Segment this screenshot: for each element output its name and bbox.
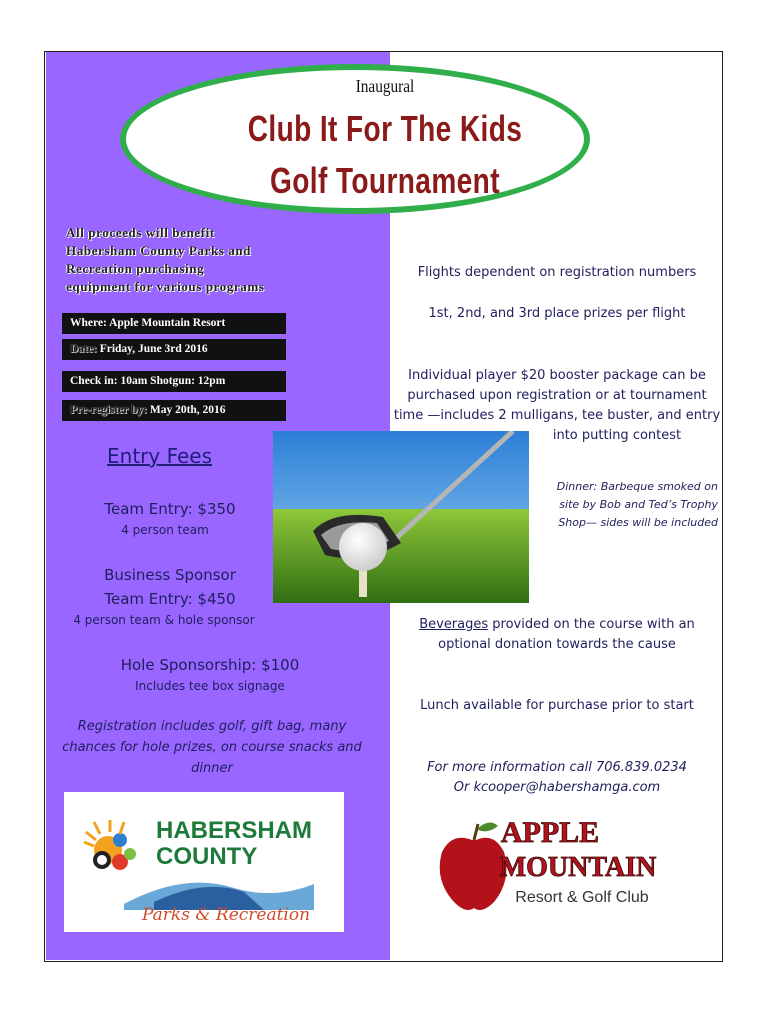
flights-note: Flights dependent on registration numbers	[417, 265, 697, 280]
dinner-line: Dinner: Barbeque smoked on	[556, 480, 718, 493]
team-entry-fee: Team Entry: $350	[104, 500, 236, 518]
dinner-line: site by Bob and Ted’s Trophy	[559, 498, 718, 511]
apple-line2: MOUNTAIN	[499, 852, 657, 883]
contact-email-line: Or kcooper@habershamga.com	[453, 780, 661, 795]
contact-phone-line: For more information call 706.839.0234	[427, 760, 687, 775]
business-sponsor-note: 4 person team & hole sponsor	[73, 613, 255, 627]
beverages-rest: provided on the course with an	[488, 617, 695, 632]
golf-ball-on-tee-image	[273, 431, 529, 603]
date-label: Date:	[70, 343, 97, 355]
booster-line: into putting contest	[552, 428, 682, 443]
entry-fees-heading: Entry Fees	[107, 444, 213, 468]
habersham-line1: HABERSHAM	[156, 817, 312, 844]
apple-mountain-logo-graphic	[432, 810, 662, 920]
team-entry-note: 4 person team	[121, 523, 209, 537]
checkin-bar: Check in: 10am Shotgun: 12pm	[62, 371, 286, 392]
lunch-note: Lunch available for purchase prior to start	[420, 698, 694, 713]
booster-line: time —includes 2 mulligans, tee buster, and entry	[393, 408, 721, 423]
business-sponsor-line2: Team Entry: $450	[104, 590, 236, 608]
title-line-1: Club It For The Kids	[247, 108, 523, 149]
proceeds-line: equipment for various programs	[66, 279, 265, 294]
dinner-line: Shop— sides will be included	[558, 516, 718, 529]
hole-sponsorship-fee: Hole Sponsorship: $100	[120, 656, 300, 674]
proceeds-line: Recreation purchasing	[66, 261, 205, 276]
title-line-2: Golf Tournament	[270, 160, 500, 201]
habersham-script: Parks & Recreation	[142, 905, 311, 925]
apple-line1: APPLE	[500, 816, 600, 849]
booster-line: purchased upon registration or at tournament	[407, 388, 707, 403]
contact-info	[392, 758, 722, 798]
dinner-note	[528, 478, 718, 532]
hole-sponsorship-note: Includes tee box signage	[135, 679, 285, 693]
pretitle: Inaugural	[355, 76, 415, 96]
date-bar	[62, 339, 286, 360]
booster-package-note	[392, 366, 722, 446]
booster-line: Individual player $20 booster package can be	[408, 368, 706, 383]
where-bar: Where: Apple Mountain Resort	[62, 313, 286, 334]
beverages-word: Beverages	[419, 617, 489, 632]
proceeds-statement	[66, 224, 356, 296]
habersham-logo	[64, 792, 344, 932]
registration-note: Registration includes golf, gift bag, many chances for hole prizes, on course snacks and dinner	[62, 719, 362, 776]
beverages-note	[392, 615, 722, 655]
apple-mountain-logo	[432, 810, 662, 920]
apple-line3: Resort & Golf Club	[515, 889, 649, 906]
proceeds-line: Habersham County Parks and	[66, 243, 251, 258]
habersham-line2: COUNTY	[156, 843, 258, 870]
habersham-logo-graphic	[64, 792, 344, 932]
beverages-line2: optional donation towards the cause	[438, 637, 676, 652]
prizes-note: 1st, 2nd, and 3rd place prizes per flight	[428, 306, 686, 321]
business-sponsor-line1: Business Sponsor	[104, 566, 236, 584]
date-value: Friday, June 3rd 2016	[96, 343, 208, 355]
preregister-label: Pre-register by:	[70, 404, 147, 416]
golf-photo	[273, 431, 529, 603]
preregister-value: May 20th, 2016	[146, 404, 226, 416]
proceeds-line: All proceeds will benefit	[66, 225, 215, 240]
preregister-bar	[62, 400, 286, 421]
